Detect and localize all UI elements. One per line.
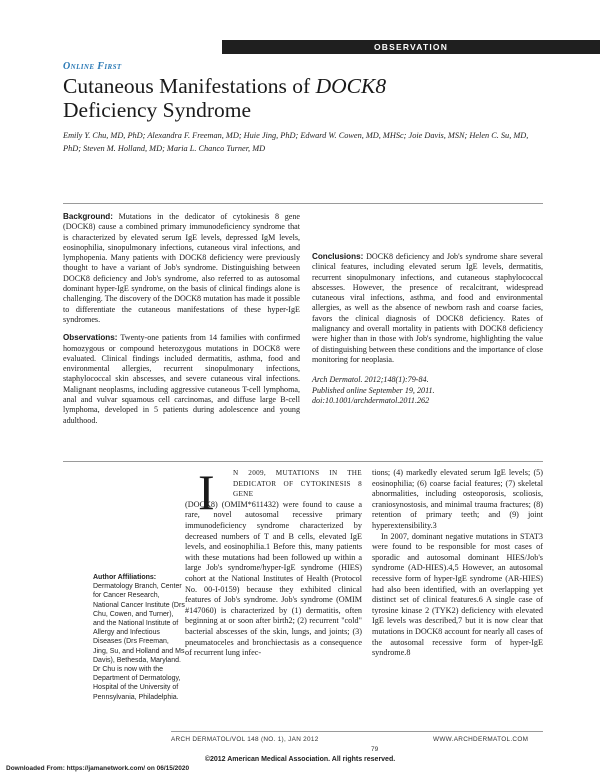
citation-published: Published online September 19, 2011. — [312, 385, 435, 395]
conclusions-heading: Conclusions: — [312, 252, 364, 261]
top-rule — [63, 203, 543, 204]
lead-in — [185, 468, 362, 500]
copyright-notice: ©2012 American Medical Association. All rights reserved. — [204, 756, 396, 763]
online-first-kicker: Online First — [63, 61, 122, 72]
footer-line — [171, 736, 585, 743]
background-text: Mutations in the dedicator of cytokinesis 8 gene (DOCK8) cause a combined primary immunodeficiency syndrome that is characterized by elevated serum IgE levels, depressed IgM levels, eosinophilia, sinopulmonary infections, cutaneous viral infections, and lymphopenia. Many patients with DOCK8 deficiency were previously thought to have a variant of Job's syndrome. Distinguishing between DOCK8 deficiency and Job's syndrome, also referred to as autosomal dominant hyper-IgE syndrome, on the basis of clinical findings alone is challenging. The discovery of the DOCK8 mutation has made it possible to differentiate the cutaneous manifestations of these hyper-IgE syndromes. — [63, 212, 300, 324]
author-affiliations — [93, 573, 185, 702]
footer-journal: ARCH DERMATOL/VOL 148 (NO. 1), JAN 2012 — [171, 736, 319, 743]
footer-rule — [171, 731, 543, 732]
body-paragraph-2: tions; (4) markedly elevated serum IgE levels; (5) eosinophilia; (6) coarse facial features; (7) skeletal abnormalities, including osteoporosis, scoliosis, craniosynostosis, and minimal trauma fractures; (8) retention of primary teeth; and (9) joint hyperextensibility.3 — [372, 468, 543, 530]
section-label: OBSERVATION — [222, 40, 600, 54]
body-column-right — [372, 468, 543, 659]
citation-journal: Arch Dermatol. 2012;148(1):79-84. — [312, 375, 429, 385]
title-part-1: Cutaneous Manifestations of — [63, 74, 316, 98]
background-heading: Background: — [63, 212, 113, 221]
observations-heading: Observations: — [63, 333, 118, 343]
body-paragraph-3: In 2007, dominant negative mutations in STAT3 were found to be responsible for most cases of sporadic and autosomal dominant HIES/Job's syndrome (AD-HIES).4,5 However, an autosomal recessive form of hyper-IgE syndrome (AR-HIES) had also been identified, with an overlapping yet distinct set of clinical features.6 A single case of tyrosine kinase 2 (TYK2) deficiency with elevated IgE levels was described,7 but it is now clear that mutations in DOCK8 account for nearly all cases of the autosomal recessive form of hyper-IgE syndrome.8 — [372, 531, 543, 658]
affiliations-text: Dermatology Branch, Center for Cancer Research, National Cancer Institute (Drs Chu, Cowen, and Turner), and the National Institute of Allergy and Infectious Diseases (Drs Freeman, Jing, Su, and Holland and Ms Davis), Bethesda, Maryland. Dr Chu is now with the Department of Dermatology, Hospital of the University of Pennsylvania, Philadelphia. — [93, 583, 185, 701]
drop-cap: I — [198, 464, 215, 520]
observations-text: Twenty-one patients from 14 families with confirmed homozygous or compound heterozygous mutations in DOCK8 were evaluated. Clinical findings included dermatitis, asthma, food and environmental allergies, recurrent sinopulmonary infections, staphylococcal skin abscesses, and severe cutaneous viral infections. Malignant neoplasms, including aggressive cutaneous T-cell lymphoma, anal and vulvar squamous cell carcinomas, and diffuse large B-cell lymphoma, developed in 5 patients during adolescence and young adulthood. — [63, 333, 300, 425]
lead-in-caps: N 2009, MUTATIONS IN THE DEDICATOR OF CYTOKINESIS 8 GENE — [233, 469, 362, 499]
body-paragraph-1: (DOCK8) (OMIM*611432) were found to cause a rare, novel autosomal recessive primary immunodeficiency syndrome characterized by decreased numbers of T and B cells, elevated IgE levels, and eosinophilia.1 Before this, many patients with these mutations had been followed up within a large Job's syndrome/hyper-IgE syndrome (HIES) cohort at the National Institutes of Health (Protocol No. 00-I-0159) because they exhibited clinical features of Job's syndrome. Job's syndrome (OMIM #147060) is characterized by (1) dermatitis, often beginning at or soon after birth2; (2) recurrent "cold" bacterial abscesses of the skin, lungs, and joints; (3) pneumatoceles and bronchiectasis as a consequence of recurrent lung infec- — [185, 499, 362, 658]
abstract-conclusions — [312, 252, 543, 365]
abstract-background — [63, 212, 300, 325]
abstract-column-right — [312, 212, 543, 406]
article-title — [63, 74, 543, 122]
page-number: 79 — [371, 746, 379, 753]
mid-rule — [63, 461, 543, 462]
abstract-observations — [63, 333, 300, 426]
download-notice: Downloaded From: https://jamanetwork.com/ on 06/15/2020 — [6, 765, 190, 772]
author-list: Emily Y. Chu, MD, PhD; Alexandra F. Freeman, MD; Huie Jing, PhD; Edward W. Cowen, MD, MHSc; Joie Davis, MSN; Helen C. Su, MD, PhD; Steven M. Holland, MD; Maria L. Chanco Turner, MD — [63, 131, 529, 153]
title-gene: DOCK8 — [315, 74, 387, 98]
citation-doi[interactable]: doi:10.1001/archdermatol.2011.262 — [312, 395, 430, 405]
article-citation — [312, 375, 543, 406]
body-column-left — [185, 464, 362, 659]
conclusions-text: DOCK8 deficiency and Job's syndrome share several clinical features, including elevated serum IgE levels, dermatitis, recurrent sinopulmonary infections, and cutaneous staphylococcal abscesses. However, the presence of recalcitrant, widespread cutaneous viral infections, asthma, and food and environmental allergies, as well as the absence of newborn rash and coarse facies, favors the clinical diagnosis of DOCK8 deficiency. Rates of malignancy and overall mortality in patients with DOCK8 deficiency were higher than in those with Job's syndrome, highlighting the value of distinguishing between these conditions and the importance of close monitoring for neoplasia. — [312, 252, 544, 364]
affiliations-heading: Author Affiliations: — [93, 574, 157, 581]
abstract-column-left — [63, 212, 300, 433]
title-part-2: Deficiency Syndrome — [63, 98, 252, 122]
footer-site[interactable]: WWW.ARCHDERMATOL.COM — [433, 736, 529, 743]
